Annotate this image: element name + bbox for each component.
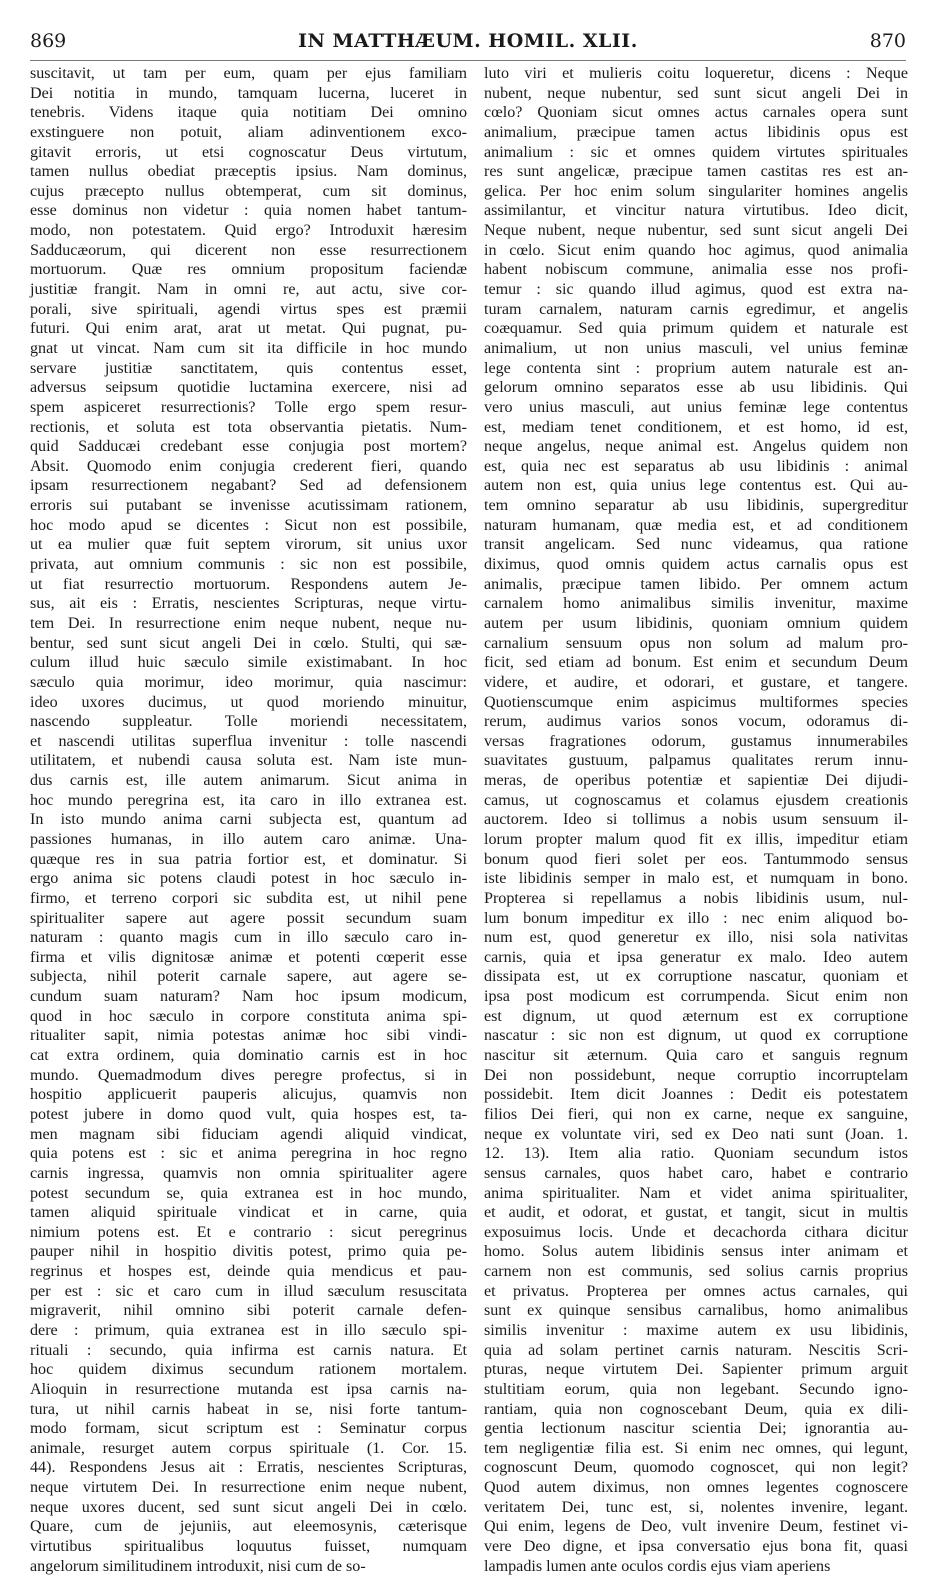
text-line: rerum, audimus varios sonos vocum, odoramus di-: [484, 713, 908, 731]
text-line: rectionis, et soluta est tota observantia pietatis. Num-: [30, 418, 467, 436]
text-line: utilitatem, et nubendi causa soluta est. Nam iste mun-: [30, 752, 467, 770]
text-line: animalium, præcipue tamen actus libidinis opus est: [484, 123, 908, 141]
text-line: tura, ut nihil carnis habeat in se, nisi forte tantum-: [30, 1400, 467, 1418]
text-line: In isto mundo anima carni subjecta est, quantum ad: [30, 811, 467, 829]
text-line: hoc modo apud se dicentes : Sicut non est possibile,: [30, 516, 467, 534]
text-line: assimilantur, et vincitur natura virtutibus. Ideo dicit,: [484, 202, 908, 220]
text-line: nascitur sit æternum. Quia caro et sanguis regnum: [484, 1047, 908, 1065]
page-number-left: 869: [30, 30, 67, 52]
text-line: Quod autem diximus, non omnes legentes cognoscere: [484, 1479, 908, 1497]
text-line: gelica. Per hoc enim solum singulariter homines angelis: [484, 182, 908, 200]
text-line: ipsa post modicum est corrumpenda. Sicut enim non: [484, 988, 908, 1006]
text-line: nimium potens est. Et e contrario : sicut peregrinus: [30, 1223, 467, 1241]
text-line: et privatus. Propterea per omnes actus carnales, qui: [484, 1282, 908, 1300]
text-line: virtutibus spiritualibus loquutus fuisset, numquam: [30, 1538, 467, 1556]
text-line: meras, de operibus potentiæ et sapientiæ Dei dijudi-: [484, 772, 908, 790]
text-line: transit angelicam. Sed nunc videamus, qua ratione: [484, 536, 908, 554]
text-line: vere Deo digne, et ipsa conversatio ejus bona fit, quasi: [484, 1538, 908, 1556]
text-line: suavitates gustuum, palpamus qualitates rerum innu-: [484, 752, 908, 770]
text-line: rituali : secundo, quia infirma est carnis natura. Et: [30, 1341, 467, 1359]
text-line: hoc quidem diximus secundum rationem mortalem.: [30, 1361, 467, 1379]
text-line: Quare, cum de jejuniis, aut eleemosynis, cæterisque: [30, 1518, 467, 1536]
text-line: auctorem. Ideo si tollimus a nobis usum sensuum il-: [484, 811, 908, 829]
text-line: quia ad solam pertinet carnis naturam. Nescitis Scri-: [484, 1341, 908, 1359]
text-line: lum bonum impeditur ex illo : nec enim aliquod bo-: [484, 909, 908, 927]
text-line: firma et vilis dignitosæ animæ et potenti cœperit esse: [30, 948, 467, 966]
text-line: diximus, quod omnis quidem actus carnalis opus est: [484, 556, 908, 574]
text-line: cœlo? Quoniam sicut omnes actus carnales opera sunt: [484, 104, 908, 122]
text-line: vero unius masculi, aut unius feminæ lege contentus: [484, 398, 908, 416]
text-line: spem aspiceret resurrectionis? Tolle ergo spem resur-: [30, 398, 467, 416]
text-line: quia potens est : sic et anima peregrina in hoc regno: [30, 1145, 467, 1163]
text-line: ut fiat resurrectio mortuorum. Respondens autem Je-: [30, 575, 467, 593]
text-line: temur : sic quando illud agimus, quod est extra na-: [484, 281, 908, 299]
text-line: animalium, ut non unius masculi, vel unius feminæ: [484, 339, 908, 357]
text-line: ipsam resurrectionem negabant? Sed ad defensionem: [30, 477, 467, 495]
text-line: stultitiam eorum, quia non legebant. Secundo igno-: [484, 1380, 908, 1398]
text-line: carnem non est communis, sed solius carnis proprius: [484, 1263, 908, 1281]
text-line: animale, resurget autem corpus spirituale (1. Cor. 15.: [30, 1439, 467, 1457]
text-line: suscitavit, ut tam per eum, quam per ejus familiam: [30, 65, 467, 82]
text-line: iste libidinis semper in malo est, et numquam in bono.: [484, 870, 908, 888]
text-line: nascatur : sic non est dignum, ut quod ex corruptione: [484, 1027, 908, 1045]
text-line: privata, aut omnium communis : sic non est possibile,: [30, 556, 467, 574]
text-line: animalis, præcipue tamen libido. Per omnem actum: [484, 575, 908, 593]
text-line: in cœlo. Sicut enim quando hoc agimus, quod animalia: [484, 241, 908, 259]
page-header: [30, 30, 906, 58]
text-line: neque virtutem Dei. In resurrectione enim neque nubent,: [30, 1479, 467, 1497]
text-line: luto viri et mulieris coitu loqueretur, dicens : Neque: [484, 65, 908, 82]
text-line: quod in hoc sæculo in corpore constituta anima spi-: [30, 1007, 467, 1025]
text-line: num est, quod generetur ex illo, nisi sola nativitas: [484, 929, 908, 947]
text-line: neque ex voluntate viri, sed ex Deo nati sunt (Joan. 1.: [484, 1125, 908, 1143]
text-line: esse dominus non videtur : quia nomen habet tantum-: [30, 202, 467, 220]
text-line: et audit, et odorat, et gustat, et tangit, sicut in multis: [484, 1204, 908, 1222]
text-line: Dei notitia in mundo, tamquam lucerna, luceret in: [30, 84, 467, 102]
text-line: gitavit erroris, ut etsi cognoscatur Deus virtutum,: [30, 143, 467, 161]
running-title: IN MATTHÆUM. HOMIL. XLII.: [298, 30, 638, 52]
text-line: adversus seipsum quotidie luctamina exercere, nisi ad: [30, 379, 467, 397]
text-line: men magnam sibi fiduciam agendi aliquid vindicat,: [30, 1125, 467, 1143]
text-line: Alioquin in resurrectione mutanda est ipsa carnis na-: [30, 1380, 467, 1398]
text-line: Absit. Quomodo enim conjugia crederent fieri, quando: [30, 457, 467, 475]
text-line: tem negligentiæ filia est. Si enim nec omnes, qui legunt,: [484, 1439, 908, 1457]
text-line: homo. Solus autem libidinis sensus inter animam et: [484, 1243, 908, 1261]
text-line: quæque res in sua patria fortior est, et dominatur. Si: [30, 850, 467, 868]
text-line: dere : primum, quia extranea est in illo sæculo spi-: [30, 1322, 467, 1339]
text-line: lege contenta sint : proprium autem naturale est an-: [484, 359, 908, 377]
text-line: Quotienscumque enim aspicimus multiformes species: [484, 693, 908, 711]
text-line: carnalem homo animalibus similis invenitur, maxime: [484, 595, 908, 613]
text-line: culum illud huic sæculo simile existimabant. In hoc: [30, 654, 467, 672]
text-line: cognoscunt Deum, quomodo cognoscet, qui non legit?: [484, 1459, 908, 1477]
text-line: cat extra ordinem, quia dominatio carnis est in hoc: [30, 1047, 467, 1065]
text-line: est, mediam tenet conditionem, et est homo, id est,: [484, 418, 908, 436]
text-line: sus, ait eis : Erratis, nescientes Scripturas, neque virtu-: [30, 595, 467, 613]
text-line: ut ea mulier quæ fuit septem virorum, sit unius uxor: [30, 536, 467, 554]
text-line: et nascendi utilitas superflua invenitur : tolle nascendi: [30, 732, 467, 750]
text-line: 12. 13). Item alia ratio. Quoniam secundum istos: [484, 1145, 908, 1163]
text-line: lorum propter malum quod fit ex illis, impeditur etiam: [484, 830, 908, 848]
text-line: gelorum omnino separatos esse ab usu libidinis. Qui: [484, 379, 908, 397]
text-line: ergo anima sic potens claudi potest in hoc sæculo in-: [30, 870, 467, 888]
text-line: exposuimus locis. Unde et decachorda cithara dicitur: [484, 1223, 908, 1241]
text-line: autem non est, quia unius lege contentus est. Qui au-: [484, 477, 908, 495]
text-line: Propterea si repellamus a nobis libidinis usum, nul-: [484, 889, 908, 907]
text-line: similis invenitur : maxime autem ex usu libidinis,: [484, 1322, 908, 1339]
text-line: nascendo suppleatur. Tolle moriendi necessitatem,: [30, 713, 467, 731]
text-line: mortuorum. Quæ res omnium propositum faciendæ: [30, 261, 467, 279]
text-line: bentur, sed sunt sicut angeli Dei in cœlo. Stulti, qui sæ-: [30, 634, 467, 652]
text-line: autem per usum libidinis, quoniam omnium quidem: [484, 614, 908, 632]
text-line: Dei non possidebunt, neque corruptio incorruptelam: [484, 1066, 908, 1084]
text-line: tamen aliquid spirituale vindicat et in carne, quia: [30, 1204, 467, 1222]
text-line: erroris sui putabant se invenisse acutissimam rationem,: [30, 497, 467, 515]
text-line: sunt ex quinque sensibus carnalibus, homo animalibus: [484, 1302, 908, 1320]
text-line: dissipata est, ut ex corruptione nascatur, quoniam et: [484, 968, 908, 986]
text-line: pturas, neque virtutem Dei. Sapienter primum arguit: [484, 1361, 908, 1379]
text-line: mundo. Quemadmodum dives peregre profectus, si in: [30, 1066, 467, 1084]
text-line: dus carnis est, ille autem animarum. Sicut anima in: [30, 772, 467, 790]
text-line: sensus carnales, quos habet caro, habet e contrario: [484, 1164, 908, 1182]
text-line: potest secundum se, quia extranea est in hoc mundo,: [30, 1184, 467, 1202]
text-line: potest jubere in domo quod vult, quia hospes est, ta-: [30, 1105, 467, 1123]
text-line: hoc mundo peregrina est, ita caro in illo extranea est.: [30, 791, 467, 809]
text-line: gnat ut vincat. Nam cum sit ita difficile in hoc mundo: [30, 339, 467, 357]
text-line: porali, sive spirituali, agendi virtus spes est præmii: [30, 300, 467, 318]
text-line: neque uxores ducent, sed sunt sicut angeli Dei in cœlo.: [30, 1498, 467, 1516]
text-line: turam carnalem, naturam carnis egredimur, et angelis: [484, 300, 908, 318]
header-rule: [30, 60, 906, 61]
text-line: migraverit, nihil omnino sibi poterit carnale defen-: [30, 1302, 467, 1320]
text-line: modo, non potestatem. Quid ergo? Introduxit hæresim: [30, 222, 467, 240]
text-line: coæquamur. Sed quia primum quidem et naturale est: [484, 320, 908, 338]
text-line: veritatem Dei, tunc est, si, nolentes invenire, legant.: [484, 1498, 908, 1516]
text-line: cujus præcepto nullus obtemperat, cum sit dominus,: [30, 182, 467, 200]
text-line: carnis, quia et ipsa generatur ex malo. Ideo autem: [484, 948, 908, 966]
text-line: est dignum, ut quod æternum est ex corruptione: [484, 1007, 908, 1025]
text-line: sæculo quia morimur, ideo morimur, quia nascimur:: [30, 673, 467, 691]
text-line: hospitio applicuerit pauperis alicujus, quamvis non: [30, 1086, 467, 1104]
text-line: cundum suam naturam? Nam hoc ipsum modicum,: [30, 988, 467, 1006]
text-line: gentia lectionum nascitur scientia Dei; ignorantia au-: [484, 1420, 908, 1438]
left-column: [30, 64, 467, 1575]
text-line: servare justitiæ sanctitatem, quis contentus esset,: [30, 359, 467, 377]
text-line: camus, ut cognoscamus et colamus ejusdem creationis: [484, 791, 908, 809]
text-line: possidebit. Item dicit Joannes : Dedit eis potestatem: [484, 1086, 908, 1104]
text-line: filios Dei fieri, qui non ex carne, neque ex sanguine,: [484, 1105, 908, 1123]
text-line: anima spiritualiter. Nam et videt anima spiritualiter,: [484, 1184, 908, 1202]
text-line: passiones humanas, in illo autem caro animæ. Una-: [30, 830, 467, 848]
text-line: spiritualiter sapere aut agere possit secundum suam: [30, 909, 467, 927]
text-line: quid Sadducæi credebant esse conjugia post mortem?: [30, 438, 467, 456]
text-line: res sunt angelicæ, præcipue tamen castitas res est an-: [484, 163, 908, 181]
text-line: naturam : quanto magis cum in illo sæculo caro in-: [30, 929, 467, 947]
text-line: videre, et audire, et odorari, et gustare, et tangere.: [484, 673, 908, 691]
text-line: habent nobiscum commune, animalia esse nos profi-: [484, 261, 908, 279]
text-line: rantiam, quia non cognoscebant Deum, quia ex dili-: [484, 1400, 908, 1418]
text-line: firmo, et terreno corpori sic subdita est, ut nihil pene: [30, 889, 467, 907]
text-line: justitiæ frangit. Nam in omni re, aut actu, sive cor-: [30, 281, 467, 299]
text-line: 44). Respondens Jesus ait : Erratis, nescientes Scripturas,: [30, 1459, 467, 1477]
text-line: futuri. Qui enim arat, arat ut metat. Qui pugnat, pu-: [30, 320, 467, 338]
text-line: per est : sic et caro cum in illud sæculum resuscitata: [30, 1282, 467, 1300]
text-line: subjecta, nihil poterit carnale sapere, aut agere se-: [30, 968, 467, 986]
text-line: tenebris. Videns itaque quia notitiam Dei omnino: [30, 104, 467, 122]
text-line: carnalium sensuum opus non solum ad malum pro-: [484, 634, 908, 652]
text-line: pauper nihil in hospitio divitis potest, primo quia pe-: [30, 1243, 467, 1261]
text-line: regrinus et hospes est, deinde quia mendicus et pau-: [30, 1263, 467, 1281]
text-line: versas fragrationes odorum, gustamus innumerabiles: [484, 732, 908, 750]
text-line: est, quia nec est separatus ab usu libidinis : animal: [484, 457, 908, 475]
right-column: [484, 64, 908, 1575]
page-number-right: 870: [869, 30, 906, 52]
text-line: tamen nullus obediat præceptis ipsius. Nam dominus,: [30, 163, 467, 181]
text-line: Neque nubent, neque nubentur, sed sunt sicut angeli Dei: [484, 222, 908, 240]
text-line: neque angelus, neque animal est. Angelus quidem non: [484, 438, 908, 456]
text-line: exstinguere non potuit, aliam adinventionem exco-: [30, 123, 467, 141]
text-line: ritualiter sapit, nimia potestas animæ hoc sibi vindi-: [30, 1027, 467, 1045]
text-line: carnis ingressa, quamvis non omnia spiritualiter agere: [30, 1164, 467, 1182]
text-line: modo formam, sicut scriptum est : Seminatur corpus: [30, 1420, 467, 1438]
text-line: ficit, sed etiam ad bonum. Est enim et secundum Deum: [484, 654, 908, 672]
text-line: tem Dei. In resurrectione enim neque nubent, neque nu-: [30, 614, 467, 632]
text-line: naturam humanam, quæ media est, et ad conditionem: [484, 516, 908, 534]
text-line: bonum quod fieri solet per eos. Tantummodo sensus: [484, 850, 908, 868]
text-line: ideo uxores ducimus, ut quod moriendo minuitur,: [30, 693, 467, 711]
text-line: tem omnino separatur ab usu libidinis, supergreditur: [484, 497, 908, 515]
text-line: animalium : sic et omnes quidem virtutes spirituales: [484, 143, 908, 161]
text-line: Sadducæorum, qui dicerent non esse resurrectionem: [30, 241, 467, 259]
text-line: nubent, neque nubentur, sed sunt sicut angeli Dei in: [484, 84, 908, 102]
text-line: angelorum similitudinem introduxit, nisi cum de so-: [30, 1557, 366, 1575]
text-line: Qui enim, legens de Deo, vult invenire Deum, festinet vi-: [484, 1518, 908, 1536]
text-line: lampadis lumen ante oculos cordis ejus viam aperiens: [484, 1557, 831, 1575]
